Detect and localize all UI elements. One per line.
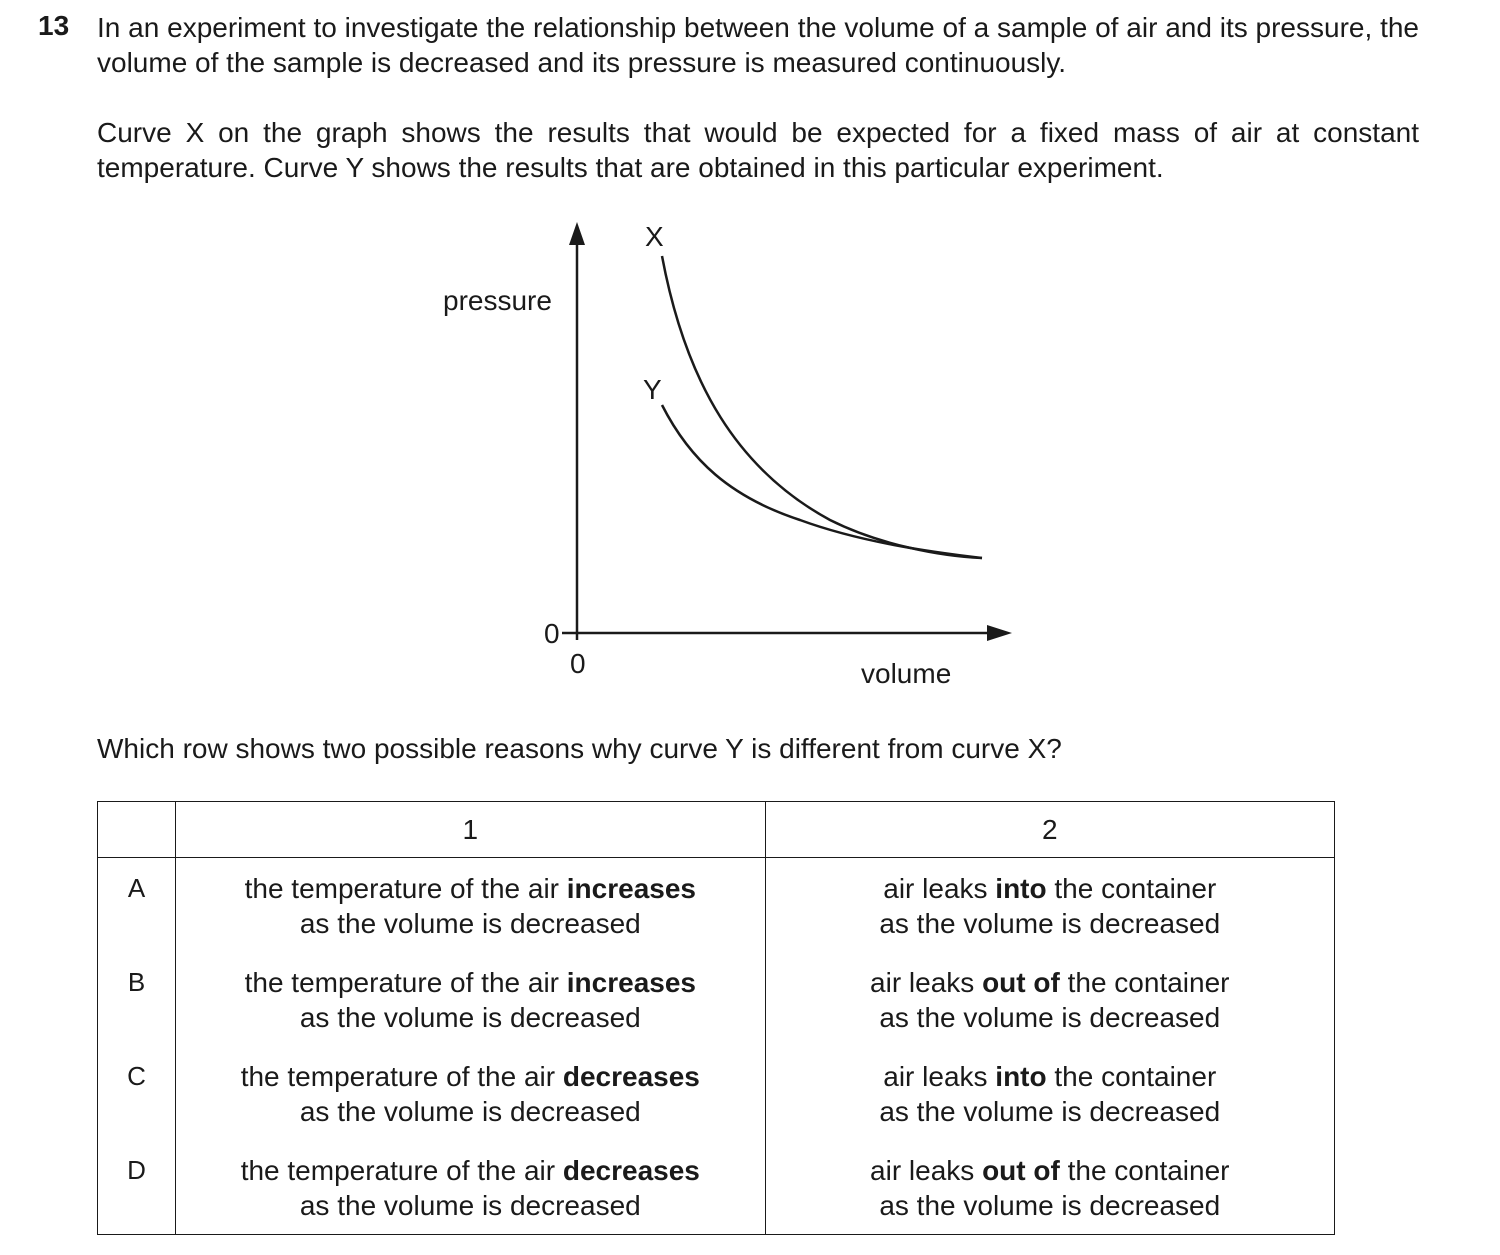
curve-x-label: X xyxy=(645,221,664,252)
header-letter xyxy=(98,802,176,858)
table-header-row xyxy=(98,802,1335,858)
option-letter[interactable]: A xyxy=(98,858,176,954)
y-axis-arrow xyxy=(569,222,585,245)
option-reason-2: air leaks out of the container as the volume is decreased xyxy=(765,953,1334,1047)
option-reason-1: the temperature of the air decreases as the volume is decreased xyxy=(176,1047,765,1141)
header-reason-2: 2 xyxy=(765,802,1334,858)
option-reason-1: the temperature of the air decreases as the volume is decreased xyxy=(176,1141,765,1235)
curve-y xyxy=(662,405,982,558)
y-axis-label: pressure xyxy=(443,285,552,316)
header-reason-1: 1 xyxy=(176,802,765,858)
question-intro: In an experiment to investigate the relationship between the volume of a sample of air and its pressure, the volume of the sample is decreased and its pressure is measured continuously. xyxy=(97,12,1419,78)
table-row[interactable] xyxy=(98,1047,1335,1141)
option-letter[interactable]: C xyxy=(98,1047,176,1141)
question-number: 13 xyxy=(38,10,70,41)
option-letter[interactable]: B xyxy=(98,953,176,1047)
option-reason-2: air leaks into the container as the volume is decreased xyxy=(765,858,1334,954)
curve-y-label: Y xyxy=(643,374,662,405)
option-reason-1: the temperature of the air increases as the volume is decreased xyxy=(176,858,765,954)
curve-x xyxy=(662,256,982,558)
x-axis-label: volume xyxy=(861,658,952,689)
y-origin-label: 0 xyxy=(544,618,560,649)
answer-options-table xyxy=(97,801,1335,1235)
x-axis-arrow xyxy=(987,625,1012,641)
table-row[interactable] xyxy=(98,1141,1335,1235)
question-context: Curve X on the graph shows the results that would be expected for a fixed mass of air at constant temperature. Curve Y shows the results that are obtained in this particular experiment. xyxy=(97,117,1419,183)
table-row[interactable] xyxy=(98,953,1335,1047)
option-letter[interactable]: D xyxy=(98,1141,176,1235)
option-reason-2: air leaks into the container as the volume is decreased xyxy=(765,1047,1334,1141)
x-origin-label: 0 xyxy=(570,648,586,679)
table-row[interactable] xyxy=(98,858,1335,954)
question-prompt: Which row shows two possible reasons why curve Y is different from curve X? xyxy=(97,733,1062,764)
option-reason-2: air leaks out of the container as the volume is decreased xyxy=(765,1141,1334,1235)
option-reason-1: the temperature of the air increases as the volume is decreased xyxy=(176,953,765,1047)
